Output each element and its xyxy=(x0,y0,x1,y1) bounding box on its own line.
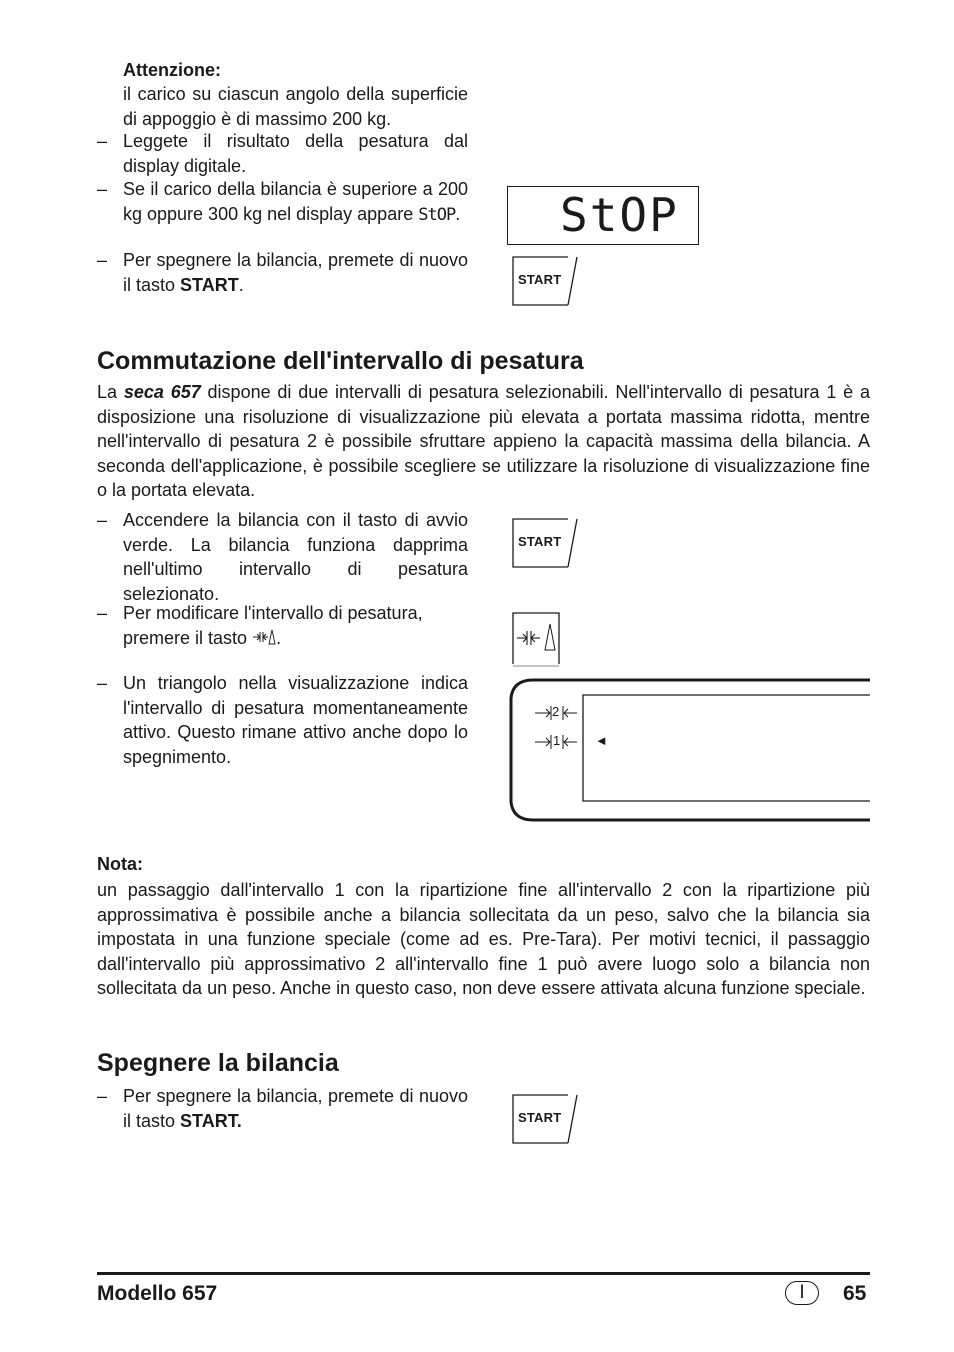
bullet-dash: – xyxy=(97,179,108,199)
bullet-dash: – xyxy=(97,131,108,151)
bullet-change-range xyxy=(97,601,468,651)
start-key[interactable] xyxy=(512,518,578,568)
bullet-text: Accendere la bilancia con il tasto di avvio verde. La bilancia funziona dapprima nell'ultimo intervallo di pesatura selezionato. xyxy=(123,510,468,604)
change-range-text: Per modificare l'intervallo di pesatura, premere il tasto xyxy=(123,603,423,648)
range-key-symbol-icon xyxy=(517,624,555,650)
bullet-text: Se il carico della bilancia è superiore a 200 kg oppure 300 kg nel display appare StOP. xyxy=(123,179,468,225)
start-word: START. xyxy=(180,1110,242,1131)
range-key-outline xyxy=(512,612,560,667)
start-key-label: START xyxy=(518,534,562,549)
bullet-text xyxy=(123,1084,468,1133)
switch-off-text: Per spegnere la bilancia, premete di nuovo il tasto xyxy=(123,250,468,295)
bullet-dash: – xyxy=(97,510,108,530)
stop-inline: StOP xyxy=(418,204,456,225)
footer-language-badge: I xyxy=(785,1281,819,1305)
bullet-dash: – xyxy=(97,250,108,270)
section-heading-range: Commutazione dell'intervallo di pesatura xyxy=(97,347,584,375)
start-key-label: START xyxy=(518,1110,562,1125)
active-range-marker: ◄ xyxy=(595,733,608,748)
range-2-label: 2 xyxy=(552,704,560,719)
range-display-frame xyxy=(505,676,870,824)
bullet-dash: – xyxy=(97,603,108,623)
overload-text: Se il carico della bilancia è superiore a 200 kg oppure 300 kg nel display appare xyxy=(123,179,468,224)
section-range-paragraph xyxy=(97,380,870,503)
bullet-triangle xyxy=(97,671,468,769)
footer-model: Modello 657 xyxy=(97,1282,218,1305)
para-prefix: La xyxy=(97,382,118,402)
brand-name: seca 657 xyxy=(123,382,201,402)
bullet-text: Per spegnere la bilancia, premete di nuovo il tasto START. xyxy=(123,250,468,295)
bullet-text: Per modificare l'intervallo di pesatura, premere il tasto . xyxy=(123,603,423,648)
bullet-text: Leggete il risultato della pesatura dal display digitale. xyxy=(123,131,468,176)
range-key-icon xyxy=(252,628,276,646)
section-heading-switch-off: Spegnere la bilancia xyxy=(97,1049,339,1077)
bullet-read-result xyxy=(97,129,468,179)
bullet-switch-off-2 xyxy=(97,1084,468,1134)
attention-body: il carico su ciascun angolo della superficie di appoggio è di massimo 200 kg. xyxy=(123,84,468,129)
bullet-dash: – xyxy=(97,1086,108,1106)
footer-page-number: 65 xyxy=(843,1282,867,1305)
range-1-label: 1 xyxy=(553,733,561,748)
bullet-overload xyxy=(97,177,468,251)
bullet-switch-off xyxy=(97,248,468,298)
range-key[interactable] xyxy=(512,612,560,667)
attention-title: Attenzione: xyxy=(123,60,221,80)
note-body: un passaggio dall'intervallo 1 con la ripartizione fine all'intervallo 2 con la ripartizione più approssimativa è possibile anche a bilancia sollecitata da un peso, salvo che la bilancia sia impostata in una funzione speciale (come ad es. Pre-Tara). Per motivi tecnici, il passaggio dall'intervallo più approssimativo 2 all'intervallo fine 1 può avere luogo solo a bilancia non sollecitata da un peso. Anche in questo caso, non deve essere attivata alcuna funzione speciale. xyxy=(97,880,870,998)
switch-off-text: Per spegnere la bilancia, premete di nuovo il tasto xyxy=(123,1086,468,1131)
bullet-dash: – xyxy=(97,673,108,693)
start-key[interactable] xyxy=(512,256,578,306)
stop-display-text: StOP xyxy=(560,188,679,242)
bullet-power-on xyxy=(97,508,468,606)
footer-rule xyxy=(97,1272,870,1275)
bullet-text: Un triangolo nella visualizzazione indica l'intervallo di pesatura momentaneamente attivo. Questo rimane attivo anche dopo lo spegnimento. xyxy=(123,673,468,767)
para-rest: dispone di due intervalli di pesatura selezionabili. Nell'intervallo di pesatura 1 è a disposizione una risoluzione di visualizzazione più elevata a portata massima ridotta, mentre nell'intervallo di pesatura 2 è possibile sfruttare appieno la capacità massima della bilancia. A seconda dell'applicazione, è possibile scegliere se utilizzare la risoluzione di visualizzazione fine o la portata elevata. xyxy=(97,382,870,500)
range-display xyxy=(505,676,870,824)
stop-display xyxy=(507,186,699,245)
note-title: Nota: xyxy=(97,854,143,874)
start-key-label: START xyxy=(518,272,562,287)
start-word: START xyxy=(180,274,239,295)
start-key[interactable] xyxy=(512,1094,578,1144)
